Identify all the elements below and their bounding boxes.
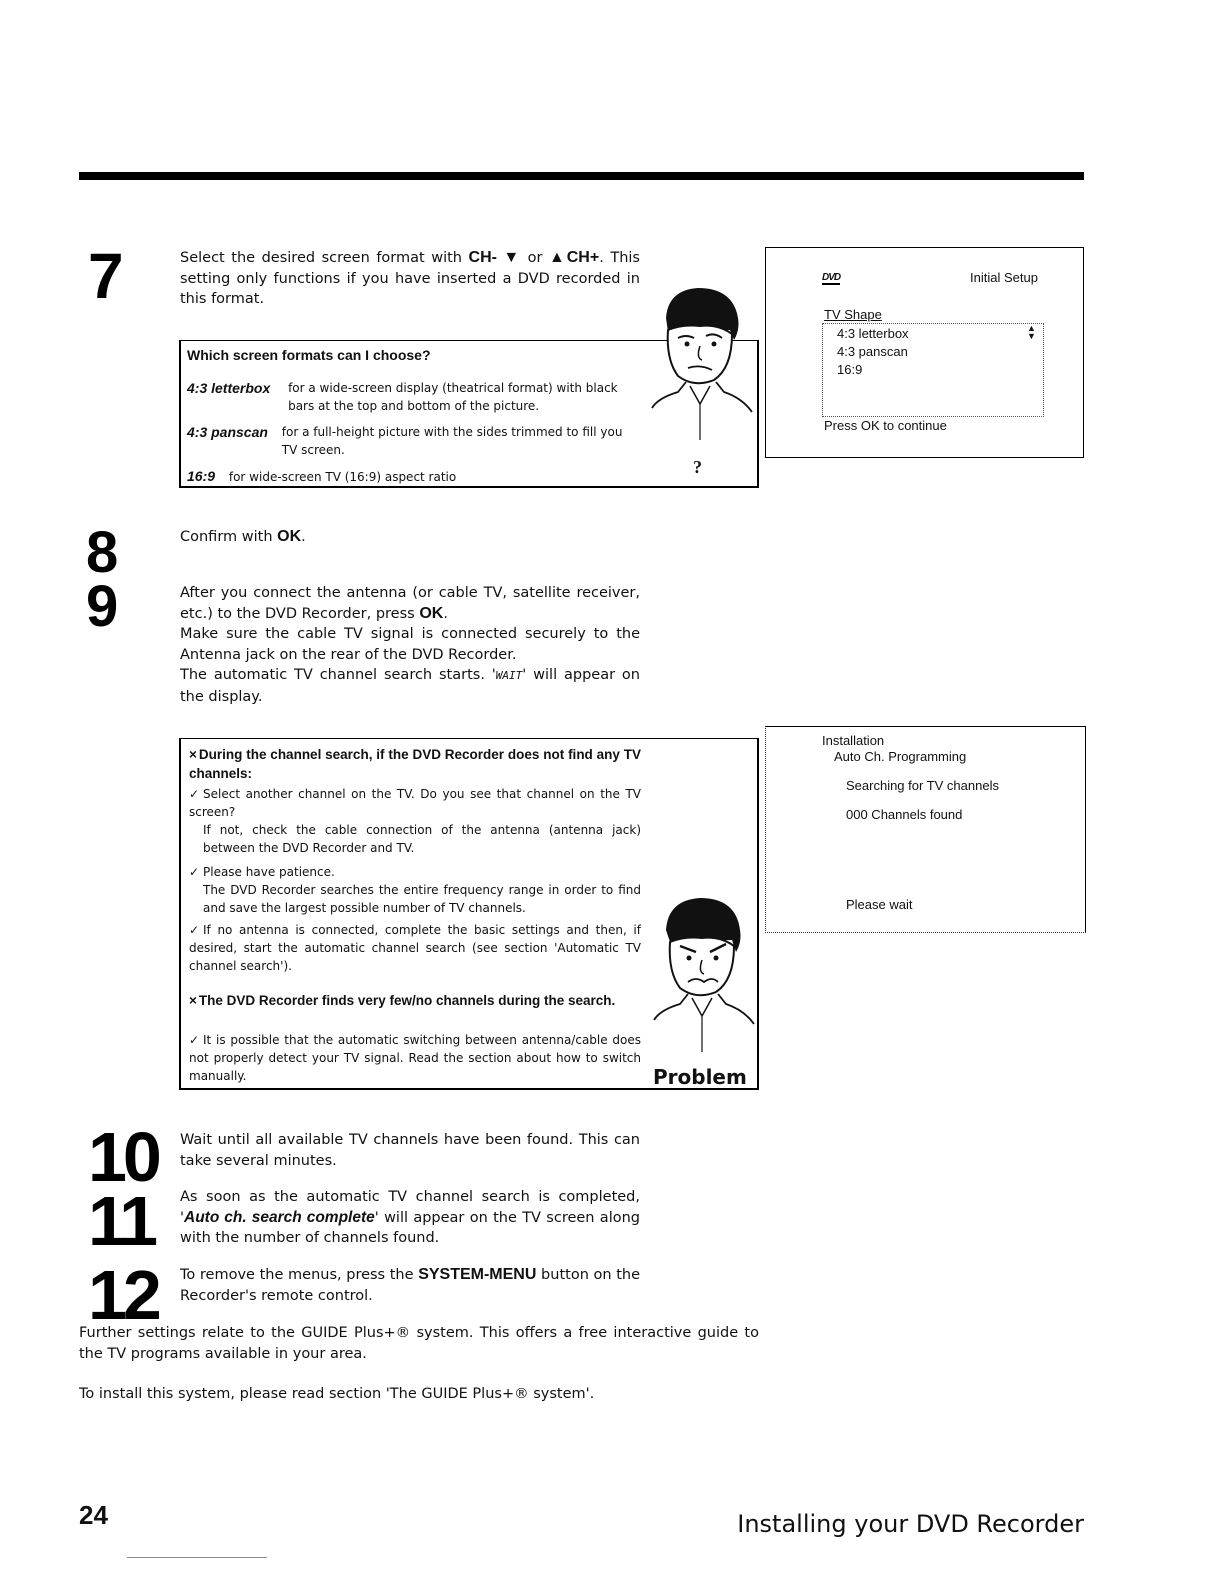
info-box-title: Which screen formats can I choose? — [187, 347, 431, 363]
option-letterbox[interactable]: 4:3 letterbox — [837, 326, 909, 341]
install-subtitle: Auto Ch. Programming — [834, 749, 967, 764]
tv-shape-label: TV Shape — [824, 307, 882, 322]
guide-plus-paragraph: Further settings relate to the GUIDE Plus+® system. This offers a free interactive guide to the TV programs available in your area. — [79, 1325, 759, 1362]
step-8-text: Confirm with OK. — [180, 528, 306, 545]
footer-link-underline — [127, 1557, 267, 1558]
step-8-number: 8 — [86, 520, 119, 585]
step-7-text: Select the desired screen format with CH- ▼ or ▲CH+. This setting only functions if you have inserted a DVD recorded in this format. — [180, 249, 640, 307]
wait-display-text: WAIT — [495, 669, 523, 682]
tv-shape-list — [822, 323, 1044, 417]
step-12-text: To remove the menus, press the SYSTEM-MENU button on the Recorder's remote control. — [180, 1266, 641, 1304]
install-title: Installation — [822, 733, 885, 748]
install-please-wait: Please wait — [846, 897, 913, 912]
problem-q2: × The DVD Recorder finds very few/no channels during the search. — [189, 993, 616, 1008]
page-number: 24 — [79, 1500, 108, 1530]
step-12-number: 12 — [88, 1256, 158, 1334]
step-9-line-3: The automatic TV channel search starts. 'WAIT' will appear on the display. — [180, 667, 640, 705]
problem-a3: ✓ If no antenna is connected, complete the basic settings and then, if desired, start the automatic channel search (see section 'Automatic TV channel search'). — [189, 923, 641, 973]
step-10-text: Wait until all available TV channels have been found. This can take several minutes. — [180, 1132, 640, 1169]
info-row-16-9: 16:9 for wide-screen TV (16:9) aspect ratio — [187, 468, 457, 484]
section-title: Installing your DVD Recorder — [737, 1510, 1084, 1538]
check-icon: ✓ — [189, 865, 200, 879]
step-7-number: 7 — [88, 240, 124, 312]
check-icon: ✓ — [189, 923, 200, 937]
dvd-logo-icon: DVD — [822, 272, 841, 283]
step-11-text: As soon as the automatic TV channel search is completed, 'Auto ch. search complete' will appear on the TV screen along with the number of channels found. — [180, 1189, 640, 1246]
step-11-number: 11 — [88, 1182, 154, 1260]
install-searching: Searching for TV channels — [846, 778, 999, 793]
problem-label: Problem — [653, 1065, 747, 1089]
problem-q1: × During the channel search, if the DVD Recorder does not find any TV channels: — [189, 747, 641, 781]
step-9-line-1: After you connect the antenna (or cable TV, satellite receiver, etc.) to the DVD Recorder, press OK. — [180, 585, 640, 622]
problem-a2: ✓ Please have patience. The DVD Recorder searches the entire frequency range in order to find and save the largest possible number of TV channels. — [189, 865, 641, 915]
check-icon: ✓ — [189, 787, 200, 801]
step-9-number: 9 — [86, 574, 119, 639]
option-16-9[interactable]: 16:9 — [837, 362, 863, 377]
problem-a1: ✓ Select another channel on the TV. Do you see that channel on the TV screen? If not, check the cable connection of the antenna (antenna jack) between the DVD Recorder and TV. — [189, 787, 641, 855]
step-10-number: 10 — [88, 1118, 158, 1196]
info-row-letterbox: 4:3 letterbox for a wide-screen display (theatrical format) with black bars at the top and bottom of the picture. — [187, 380, 618, 413]
screen-header: Initial Setup — [970, 270, 1038, 285]
thinking-character-illustration — [638, 280, 758, 450]
scroll-arrows-icon: ▲ ▼ — [1027, 323, 1036, 341]
installation-screen — [765, 726, 1086, 933]
guide-plus-install-note: To install this system, please read section 'The GUIDE Plus+® system'. — [79, 1386, 595, 1402]
worried-character-illustration — [640, 890, 760, 1060]
initial-setup-screen — [765, 247, 1084, 458]
install-channels-found: 000 Channels found — [846, 807, 963, 822]
top-rule — [79, 172, 1084, 180]
question-mark: ? — [693, 457, 702, 477]
info-row-panscan: 4:3 panscan for a full-height picture with the sides trimmed to fill you TV screen. — [187, 424, 623, 457]
check-icon: ✓ — [189, 1033, 200, 1047]
step-9-text — [180, 583, 640, 707]
problem-a4: ✓ It is possible that the automatic switching between antenna/cable does not properly detect your TV signal. Read the section about how to switch manually. — [189, 1033, 641, 1083]
step-9-line-2: Make sure the cable TV signal is connected securely to the Antenna jack on the rear of the DVD Recorder. — [180, 626, 640, 663]
screen-footer: Press OK to continue — [824, 418, 947, 433]
option-panscan[interactable]: 4:3 panscan — [837, 344, 908, 359]
